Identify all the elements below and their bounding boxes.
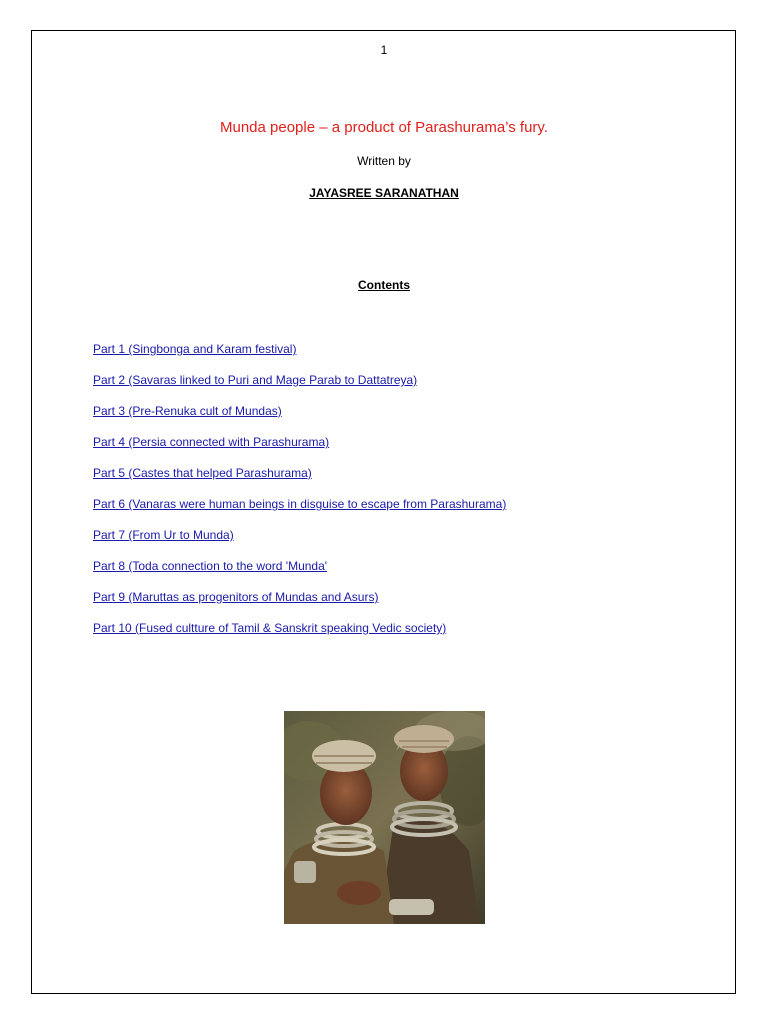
toc-link-part-6[interactable]: Part 6 (Vanaras were human beings in disguise to escape from Parashurama) <box>93 497 507 511</box>
toc-link-part-8[interactable]: Part 8 (Toda connection to the word 'Munda' <box>93 559 328 573</box>
document-title: Munda people – a product of Parashurama’s fury. <box>220 119 548 136</box>
toc-link-part-4[interactable]: Part 4 (Persia connected with Parashurama) <box>93 435 330 449</box>
toc-link-part-5[interactable]: Part 5 (Castes that helped Parashurama) <box>93 466 312 480</box>
toc-item <box>93 495 506 526</box>
toc-link-part-1[interactable]: Part 1 (Singbonga and Karam festival) <box>93 342 297 356</box>
toc-item <box>93 433 506 464</box>
toc-item <box>93 557 506 588</box>
toc-item <box>93 402 506 433</box>
toc-link-part-9[interactable]: Part 9 (Maruttas as progenitors of Mundas and Asurs) <box>93 590 379 604</box>
photo-two-girls <box>284 711 485 924</box>
toc-item <box>93 619 506 650</box>
toc-item <box>93 371 506 402</box>
toc-link-part-3[interactable]: Part 3 (Pre-Renuka cult of Mundas) <box>93 404 282 418</box>
toc-item <box>93 464 506 495</box>
photo-illustration <box>284 711 485 924</box>
toc-item <box>93 588 506 619</box>
toc-item <box>93 340 506 371</box>
toc-link-part-7[interactable]: Part 7 (From Ur to Munda) <box>93 528 234 542</box>
toc-link-part-10[interactable]: Part 10 (Fused cultture of Tamil & Sanskrit speaking Vedic society) <box>93 621 447 635</box>
contents-heading: Contents <box>358 278 410 292</box>
table-of-contents <box>93 340 506 650</box>
byline: Written by <box>357 154 411 168</box>
author-name: JAYASREE SARANATHAN <box>309 186 459 200</box>
page-number: 1 <box>380 43 388 57</box>
toc-link-part-2[interactable]: Part 2 (Savaras linked to Puri and Mage Parab to Dattatreya) <box>93 373 418 387</box>
toc-item <box>93 526 506 557</box>
